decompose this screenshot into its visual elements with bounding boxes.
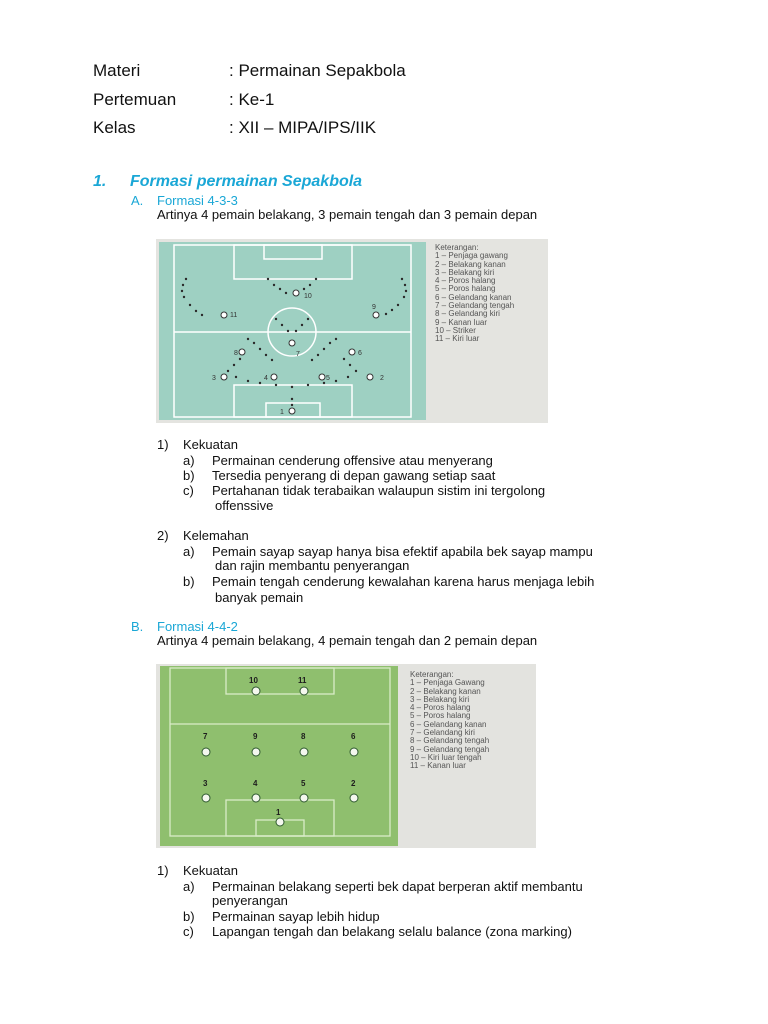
legend-item: 2 – Belakang kanan (410, 686, 481, 696)
list-item-continuation: banyak pemain (215, 590, 304, 605)
legend-item: 4 – Poros halang (410, 703, 471, 713)
kelas-value: : XII – MIPA/IPS/IIK (229, 118, 377, 137)
formasi-b-letter: B. (131, 619, 144, 634)
player-number-label: 6 (358, 350, 362, 357)
legend-item: 3 – Belakang kiri (435, 267, 495, 277)
player-number-label: 5 (301, 779, 306, 788)
player-number-label: 9 (372, 304, 376, 311)
player-number-label: 8 (301, 732, 306, 741)
formasi-a-letter: A. (131, 193, 144, 208)
list-letter: a) (183, 879, 195, 894)
player-number-label: 1 (280, 409, 284, 416)
player-number-label: 11 (230, 312, 238, 319)
list-item: Pemain sayap sayap hanya bisa efektif apabila bek sayap mampu (212, 544, 593, 559)
formasi-b-title: Formasi 4-4-2 (157, 619, 238, 634)
player-number-label: 9 (253, 732, 258, 741)
formasi-a-title: Formasi 4-3-3 (157, 193, 238, 208)
list-item-continuation: dan rajin membantu penyerangan (215, 558, 410, 573)
player-number-label: 4 (253, 779, 258, 788)
list-item: Permainan cenderung offensive atau menyerang (212, 453, 493, 468)
legend-item: 9 – Kanan luar (435, 317, 488, 327)
player-number-label: 11 (298, 676, 307, 685)
legend-item: 5 – Poros halang (435, 284, 496, 294)
player-number-label: 2 (380, 375, 384, 382)
list-item: Pemain tengah cenderung kewalahan karena harus menjaga lebih (212, 574, 595, 589)
list-letter: c) (183, 483, 194, 498)
list-letter: a) (183, 544, 195, 559)
legend-title: Keterangan: (435, 243, 479, 252)
section-title: Formasi permainan Sepakbola (130, 173, 363, 190)
formasi-b-description: Artinya 4 pemain belakang, 4 pemain tengah dan 2 pemain depan (157, 633, 538, 648)
legend-item: 7 – Gelandang tengah (435, 301, 515, 311)
legend-item: 11 – Kiri luar (435, 334, 480, 344)
list-item: Permainan belakang seperti bek dapat berperan aktif membantu (212, 879, 583, 894)
formation-442-legend (410, 671, 489, 771)
formation-433-legend (435, 244, 514, 344)
list-letter: b) (183, 468, 195, 483)
player-number-label: 6 (351, 732, 356, 741)
list-item-continuation: offenssive (215, 498, 274, 513)
kelas-label: Kelas (93, 118, 136, 137)
list-item: Lapangan tengah dan belakang selalu balance (zona marking) (212, 924, 572, 939)
kekuatan-number: 1) (157, 437, 169, 452)
formation-433-figure (156, 239, 548, 423)
kekuatan-title: Kekuatan (183, 437, 238, 452)
materi-value: : Permainan Sepakbola (229, 61, 406, 80)
list-item: Permainan sayap lebih hidup (212, 909, 380, 924)
player-number-label: 1 (276, 808, 281, 817)
legend-item: 2 – Belakang kanan (435, 259, 506, 269)
materi-label: Materi (93, 61, 141, 80)
legend-item: 5 – Poros halang (410, 711, 471, 721)
legend-item: 3 – Belakang kiri (410, 694, 470, 704)
formasi-a-description: Artinya 4 pemain belakang, 3 pemain tengah dan 3 pemain depan (157, 207, 538, 222)
legend-item: 6 – Gelandang kanan (435, 292, 512, 302)
legend-item: 1 – Penjaga gawang (435, 251, 508, 261)
legend-item: 10 – Striker (435, 325, 476, 335)
player-number-label: 4 (264, 375, 268, 382)
formation-442-figure (156, 664, 536, 848)
player-number-label: 3 (203, 779, 208, 788)
player-number-label: 10 (304, 293, 312, 300)
kekuatan-number: 1) (157, 863, 169, 878)
player-number-label: 3 (212, 375, 216, 382)
pertemuan-label: Pertemuan (93, 90, 177, 109)
list-item: Pertahanan tidak terabaikan walaupun sistim ini tergolong (212, 483, 546, 498)
kekuatan-title: Kekuatan (183, 863, 238, 878)
player-number-label: 7 (203, 732, 208, 741)
legend-item: 10 – Kiri luar tengah (410, 752, 482, 762)
player-number-label: 10 (249, 676, 258, 685)
legend-item: 7 – Gelandang kiri (410, 728, 475, 738)
legend-title: Keterangan: (410, 670, 454, 679)
player-number-label: 8 (234, 350, 238, 357)
legend-item: 11 – Kanan luar (410, 761, 466, 771)
list-letter: a) (183, 453, 195, 468)
legend-item: 6 – Gelandang kanan (410, 719, 487, 729)
player-number-label: 2 (351, 779, 356, 788)
pertemuan-value: : Ke-1 (229, 90, 275, 109)
list-letter: c) (183, 924, 194, 939)
list-letter: b) (183, 909, 195, 924)
legend-item: 4 – Poros halang (435, 276, 496, 286)
list-letter: b) (183, 574, 195, 589)
legend-item: 9 – Gelandang tengah (410, 744, 490, 754)
section-number: 1. (93, 173, 107, 190)
list-item: Tersedia penyerang di depan gawang setiap saat (212, 468, 496, 483)
kelemahan-title: Kelemahan (183, 528, 249, 543)
kelemahan-number: 2) (157, 528, 169, 543)
legend-item: 8 – Gelandang tengah (410, 736, 490, 746)
legend-item: 1 – Penjaga Gawang (410, 678, 485, 688)
legend-item: 8 – Gelandang kiri (435, 309, 500, 319)
player-number-label: 7 (296, 351, 300, 358)
player-number-label: 5 (326, 375, 330, 382)
list-item-continuation: penyerangan (212, 893, 288, 908)
